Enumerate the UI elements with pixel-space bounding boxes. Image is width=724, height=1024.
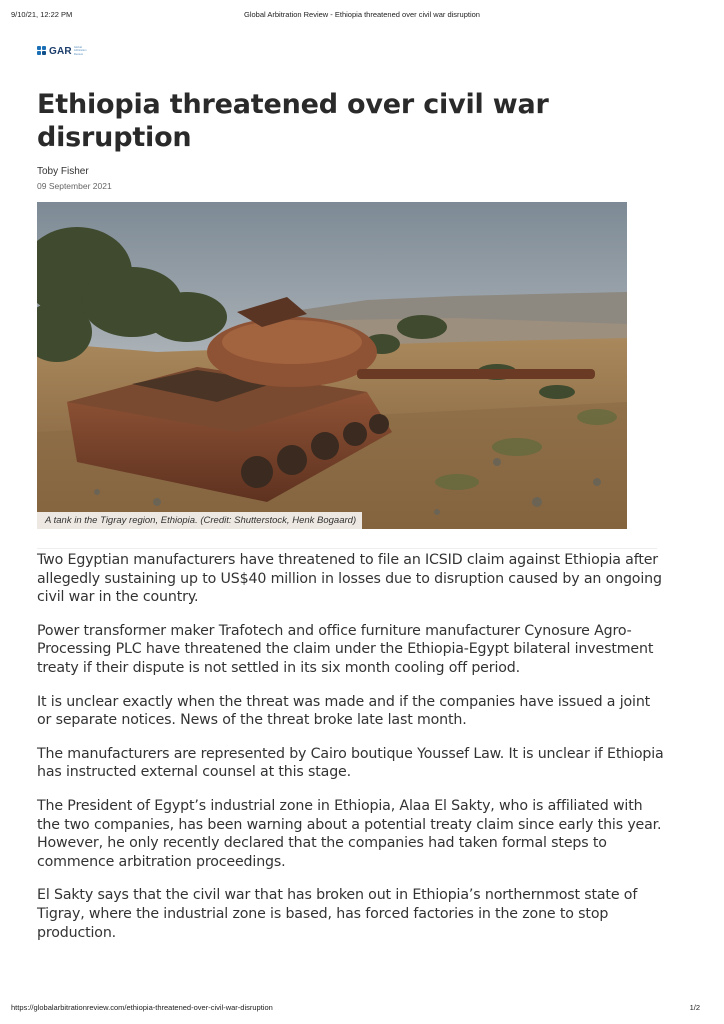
tank-photo-illustration [37,202,627,529]
print-page-number: 1/2 [689,1003,700,1012]
article-paragraph: Power transformer maker Trafotech and office furniture manufacturer Cynosure Agro-Processing PLC have threatened the claim under the Ethiopia-Egypt bilateral investment treaty if their dispute is not settled in its six month cooling off period. [37,622,654,676]
article-date: 09 September 2021 [37,181,112,191]
article-title: Ethiopia threatened over civil war disruption [37,89,549,153]
article-paragraph: El Sakty says that the civil war that has broken out in Ethiopia’s northernmost state of Tigray, where the industrial zone is based, has forced factories in the zone to stop production. [37,887,638,941]
logo-subtext: Global Arbitration Review [73,45,87,56]
logo-wordmark: GAR [49,45,72,57]
article-author[interactable]: Toby Fisher [37,166,89,177]
article-body [37,551,667,957]
image-caption: A tank in the Tigray region, Ethiopia. (Credit: Shutterstock, Henk Bogaard) [37,512,362,529]
print-datetime: 9/10/21, 12:22 PM [11,10,73,19]
article-paragraph: The President of Egypt’s industrial zone in Ethiopia, Alaa El Sakty, who is affiliated with the two companies, has been warning about a potential treaty claim since early this year. However, he only recently declared that the companies had taken formal steps to commence arbitration proceedings. [37,797,662,870]
print-page-title: Global Arbitration Review - Ethiopia threatened over civil war disruption [244,10,480,19]
article-paragraph: The manufacturers are represented by Cairo boutique Youssef Law. It is unclear if Ethiopia has instructed external counsel at this stage. [37,745,664,781]
print-url: https://globalarbitrationreview.com/ethiopia-threatened-over-civil-war-disruption [11,1003,273,1012]
gar-logo-mark-icon [37,46,47,56]
caption-divider [37,548,657,549]
print-header [0,10,724,24]
article-paragraph: It is unclear exactly when the threat was made and if the companies have issued a joint or separate notices. News of the threat broke late last month. [37,693,651,729]
site-logo[interactable] [37,44,94,58]
article-paragraph: Two Egyptian manufacturers have threatened to file an ICSID claim against Ethiopia after allegedly sustaining up to US$40 million in losses due to disruption caused by an ongoing civil war in the country. [37,552,662,606]
article-hero-image [37,202,627,529]
